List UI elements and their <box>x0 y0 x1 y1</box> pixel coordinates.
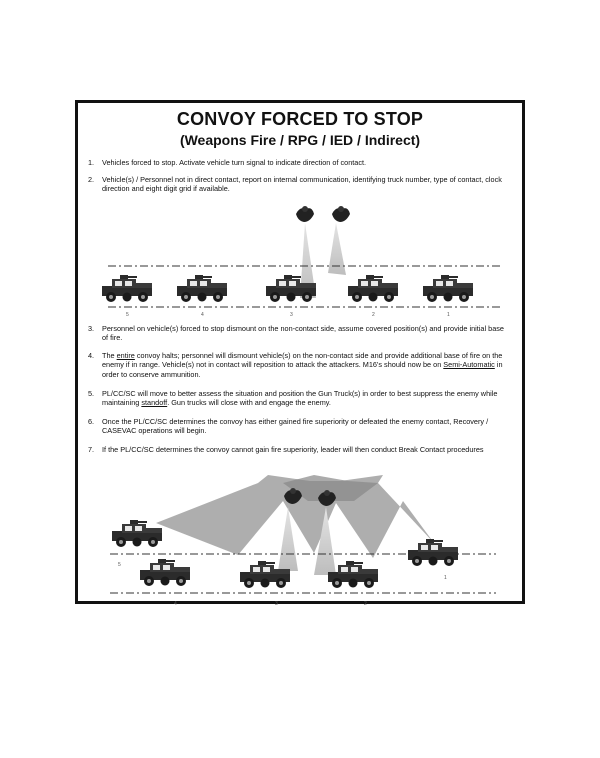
step-number: 1. <box>88 158 95 167</box>
step-number: 6. <box>88 417 95 426</box>
beam-right <box>328 223 346 275</box>
vehicle-number: 1 <box>447 312 450 318</box>
truck-icon <box>177 275 227 302</box>
enemy-icon <box>332 206 350 222</box>
step-text: PL/CC/SC will move to better assess the situation and position the Gun Truck(s) in order to best suppress the enemy while maintaining standoff. Gun trucks will close with and engage the enemy. <box>102 389 498 408</box>
vehicle-number: 1 <box>444 575 447 581</box>
page-subtitle: (Weapons Fire / RPG / IED / Indirect) <box>179 132 421 148</box>
step-text: The entire convoy halts; personnel will dismount vehicle(s) on the non-contact side and provide additional base of fire on the enemy if in range. Vehicle(s) not in contact will reposition to attack the attackers. M16's should now be on Semi-Automatic in order to conserve ammunition. <box>102 351 503 379</box>
vehicle-number: 3 <box>290 312 293 318</box>
truck-icon <box>348 275 398 302</box>
vehicle-number: 5 <box>126 312 129 318</box>
step-6 <box>88 417 508 436</box>
step-4 <box>88 351 508 379</box>
step-number: 5. <box>88 389 95 398</box>
vehicle-number: 3 <box>275 601 278 607</box>
enemy-icon <box>296 206 314 222</box>
step-5 <box>88 389 508 408</box>
vehicle-number: 4 <box>201 312 204 318</box>
page-title: CONVOY FORCED TO STOP <box>176 109 424 129</box>
truck-icon <box>112 520 162 547</box>
step-text: If the PL/CC/SC determines the convoy cannot gain fire superiority, leader will then conduct Break Contact procedures <box>102 445 484 454</box>
truck-icon <box>423 275 473 302</box>
step-number: 3. <box>88 324 95 333</box>
step-3 <box>88 324 508 343</box>
convoy-card <box>75 100 525 607</box>
step-text: Vehicle(s) / Personnel not in direct contact, report on internal communication, identifying truck number, type of contact, clock direction and eight digit grid if available. <box>102 175 502 194</box>
vehicle-number: 2 <box>364 601 367 607</box>
vehicle-number: 4 <box>174 601 177 607</box>
step-7 <box>88 445 508 454</box>
bottom-convoy-diagram <box>110 475 496 607</box>
step-number: 4. <box>88 351 95 360</box>
step-number: 2. <box>88 175 95 184</box>
truck-icon <box>408 539 458 566</box>
step-text: Vehicles forced to stop. Activate vehicle turn signal to indicate direction of contact. <box>102 158 367 167</box>
step-number: 7. <box>88 445 95 454</box>
vehicle-number: 2 <box>372 312 375 318</box>
truck-icon <box>140 559 190 586</box>
step-text: Personnel on vehicle(s) forced to stop dismount on the non-contact side, assume covered position(s) and provide initial base of fire. <box>102 324 504 343</box>
step-text: Once the PL/CC/SC determines the convoy has either gained fire superiority or defeated the enemy contact, Recovery / CASEVAC operations will begin. <box>102 417 489 436</box>
vehicle-number: 5 <box>118 562 121 568</box>
truck-icon <box>328 561 378 588</box>
truck-icon <box>102 275 152 302</box>
